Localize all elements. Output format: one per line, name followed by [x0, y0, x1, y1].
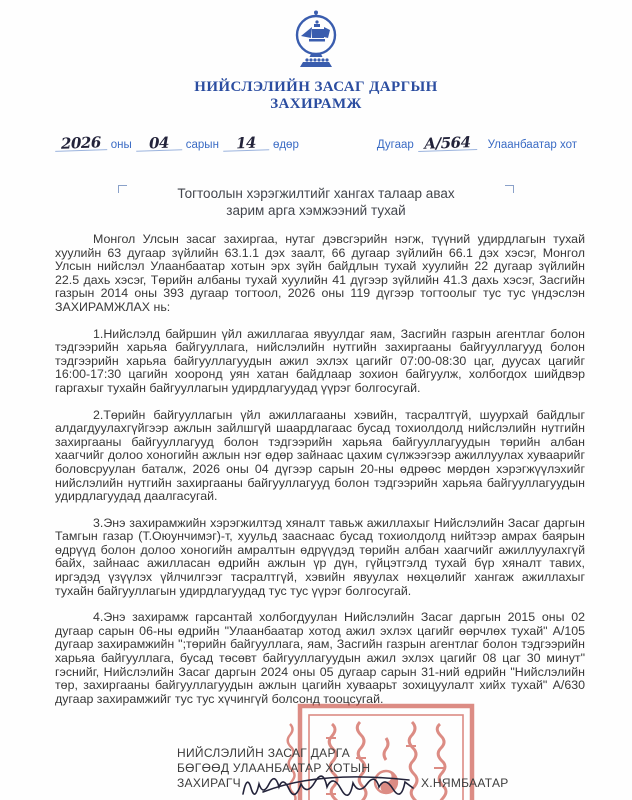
number-handwritten-value: А/564 — [418, 136, 477, 152]
decree-body — [55, 233, 585, 706]
clause-1: 1.Нийслэлд байршин үйл ажиллагаа явуулдаг яам, Засгийн газрын агентлаг болон тэдгээрийн харьяа байгууллага, нийслэлийн нутгийн захиргааны байгууллагууд болон тэдгээрийн харьяа байгууллагуудын ажил эхлэх цагийг 07:00-08:30 цаг, дуусах цагийг 16:00-17:30 цагийн хооронд уян хатан байдлаар зохион байгуулж, холбогдох шийдвэр гаргахыг тухайн байгууллагын удирдлагуудад үүрэг болгосугай. — [55, 326, 585, 395]
year-label: оны — [110, 139, 132, 151]
clause-2: 2.Төрийн байгууллагын үйл ажиллагааны хэвийн, тасралтгүй, шуурхай байдлыг алдагдуулахгүйгээр ажлын зайлшгүй шаардлагаас бусад тохиолдолд нийслэлийн нутгийн захиргааны байгууллагууд болон тэдгээрийн харьяа байгууллагуудын төрийн албан хаагчийг долоо хоногийн ажлын нэг өдөр зайнаас цахим сүлжээгээр ажиллуулах хуваарийг боловсруулан баталж, 2026 оны 04 дүгээр сарын 20-ны өдрөөс мөрдөн хэрэгжүүлэхийг нийслэлийн нутгийн захиргааны байгууллагууд болон тэдгээрийн харьяа байгууллагуудын удирдлагуудад даалгасугай. — [55, 407, 585, 504]
month-handwritten-value: 04 — [136, 136, 182, 152]
decree-number-field — [376, 133, 476, 153]
corner-mark-left-icon — [118, 185, 127, 193]
signatory-name: Х.НЯМБААТАР — [420, 776, 509, 790]
day-handwritten-value: 14 — [223, 136, 269, 152]
decree-title-line2: зарим арга хэмжээний тухай — [226, 203, 406, 218]
ulaanbaatar-city-emblem-icon — [285, 57, 347, 74]
signatory-title-line1: НИЙСЛЭЛИЙН ЗАСАГ ДАРГА — [177, 746, 351, 760]
clause-4: 4.Энэ захирамж гарсантай холбогдуулан Нийслэлийн Засаг даргын 2015 оны 02 дугаар сарын 06-ны өдрийн "Улаанбаатар хотод ажил эхлэх цагийг өөрчлөх тухай" А/105 дугаар захирамжийн ";төрийн байгууллага, яам, Засгийн газрын агентлаг болон тэдгээрийн харьяа байгууллага, бусад төсөвт байгууллагуудын ажил эхлэх цагийг 08 цаг 30 минут" гэснийг, Нийслэлийн Засаг даргын 2024 оны 05 дугаар сарын 31-ний өдрийн "Нийслэлийн төр, захиргааны байгууллагуудын ажлын цагийн хуваарьт зохицуулалт хийх тухай" А/630 дугаар захирамжийг тус тус хүчингүй болсонд тооцсугай. — [55, 610, 585, 706]
city-label: Улаанбаатар хот — [487, 139, 577, 151]
authority-name: НИЙСЛЭЛИЙН ЗАСАГ ДАРГЫН — [194, 79, 438, 95]
preamble-paragraph: Монгол Улсын засаг захиргаа, нутаг дэвсгэрийн нэгж, түүний удирдлагын тухай хуулийн 63 дугаар зүйлийн 63.1.1 дэх заалт, 66 дугаар зүйлийн 66.1 дэх хэсэг, Монгол Улсын нийслэл Улаанбаатар хотын эрх зүйн байдлын тухай хуулийн 22 дугаар зүйлийн 22.5 дахь хэсэг, Төрийн албаны тухай хуулийн 41 дүгээр зүйлийн 41.3 дахь хэсэг, Засгийн газрын 2014 оны 393 дугаар тогтоол, 2026 оны 119 дүгээр тогтоолыг тус тус үндэслэн ЗАХИРАМЖЛАХ нь: — [55, 232, 585, 314]
date-fields — [55, 133, 299, 153]
day-label: өдөр — [272, 139, 299, 151]
emblem-container — [0, 0, 632, 75]
decree-title — [136, 185, 496, 219]
clause-3: 3.Энэ захирамжийн хэрэгжилтэд хяналт тавьж ажиллахыг Нийслэлийн Засаг даргын Тамгын газар (Т.Оюунчимэг)-т, хуульд зааснаас бусад тохиолдолд нийтээр амрах баярын өдрүүд болон долоо хоногийн амралтын өдрүүдэд төрийн албан хаагчийг ажиллуулахгүй байх, зайнаас ажилласан өдрийн ажлын үр дүн, гүйцэтгэлд тухай бүр хяналт тавих, иргэдэд үзүүлэх үйлчилгээг тасралтгүй, хэвийн явуулах нөхцөлийг хангаж ажиллахыг тухайн байгууллагын удирдлагуудад тус тус үүрэг болгосугай. — [55, 515, 585, 598]
signatory-title-line3: ЗАХИРАГЧ — [177, 776, 241, 790]
issuing-authority-title — [0, 79, 632, 113]
document-type: ЗАХИРАМЖ — [270, 96, 362, 112]
handwritten-signature — [239, 768, 417, 800]
year-handwritten-value: 2026 — [55, 136, 107, 152]
corner-mark-right-icon — [505, 185, 514, 193]
signature-block — [177, 746, 509, 791]
month-label: сарын — [185, 139, 219, 151]
number-label: Дугаар — [376, 139, 414, 151]
decree-title-line1: Тогтоолын хэрэгжилтийг хангах талаар авах — [177, 186, 455, 201]
signatory-title-line2: БӨГӨӨД УЛААНБААТАР ХОТЫН — [177, 761, 371, 775]
date-number-row — [55, 133, 577, 153]
